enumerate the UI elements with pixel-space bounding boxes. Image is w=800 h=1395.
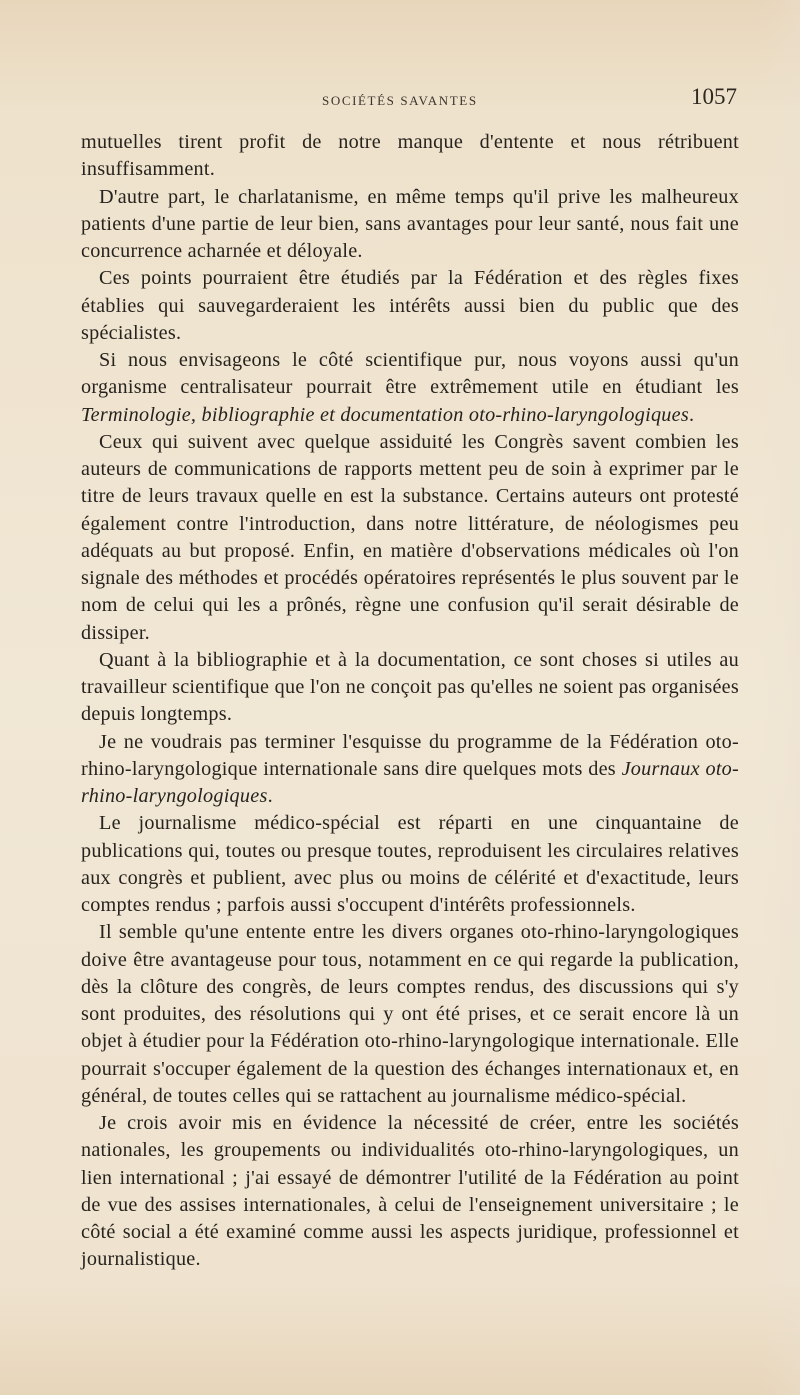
paragraph-9: Il semble qu'une entente entre les divers organes oto-rhino-laryngologiques doive être avantageuse pour tous, notamment en ce qui regarde la publication, dès la clôture des congrès, de leurs comptes rendus, des discussions qui s'y sont produites, des résolutions qui y ont été prises, et ce serait encore là un objet à étudier pour la Fédération oto-rhino-laryngologique internationale. Elle pourrait s'occuper également de la question des échanges internationaux et, en général, de toutes celles qui se rattachent au journalisme médico-spécial. [81, 921, 739, 1107]
page-edge-shadow [760, 0, 800, 1395]
paragraph-2: D'autre part, le charlatanisme, en même temps qu'il prive les malheureux patients d'une partie de leur bien, sans avantages pour leur santé, nous fait une concurrence acharnée et déloyale. [81, 185, 739, 262]
paragraph-7-end: . [267, 785, 273, 807]
paragraph-5: Ceux qui suivent avec quelque assiduité les Congrès savent combien les auteurs de communications de rapports mettent peu de soin à exprimer par le titre de leurs travaux quelle en est la substance. Certains auteurs ont protesté également contre l'introduction, dans notre littérature, de néologismes peu adéquats au but proposé. Enfin, en matière d'observations médicales où l'on signale des méthodes et procédés opératoires représentés le plus souvent par le nom de celui qui les a prônés, règne une confusion qu'il serait désirable de dissiper. [81, 430, 739, 644]
paragraph-4-end: . [688, 403, 695, 426]
paragraph-3: Ces points pourraient être étudiés par la Fédération et des règles fixes établies qui sauvegarderaient les intérêts aussi bien du public que des spécialistes. [81, 267, 739, 344]
article-body [81, 129, 739, 1274]
paragraph-4 [81, 347, 739, 429]
paragraph-7-italic-title: Journaux oto-rhino-laryngologiques [81, 757, 739, 807]
paragraph-10: Je crois avoir mis en évidence la nécessité de créer, entre les sociétés nationales, les groupements ou individualités oto-rhino-laryngologiques, un lien international ; j'ai essayé de démontrer l'utilité de la Fédération au point de vue des assises internationales, à celui de l'enseignement universitaire ; le côté social a été examiné comme aussi les aspects juridique, professionnel et journalistique. [81, 1112, 739, 1271]
running-head: SOCIÉTÉS SAVANTES [322, 93, 478, 108]
paragraph-1: mutuelles tirent profit de notre manque d'entente et nous rétribuent insuffisamment. [81, 131, 739, 181]
paragraph-7-text: Je ne voudrais pas terminer l'esquisse du programme de la Fédération oto-rhino-laryngologique internationale sans dire quelques mots des [81, 730, 739, 780]
paragraph-4-italic-title: Terminologie, bibliographie et documentation oto-rhino-laryngologiques [81, 403, 689, 426]
paragraph-4-text: Si nous envisageons le côté scientifique pur, nous voyons aussi qu'un organisme centralisateur pourrait être extrêmement utile en étudiant les [81, 349, 739, 399]
paragraph-6: Quant à la bibliographie et à la documentation, ce sont choses si utiles au travailleur scientifique que l'on ne conçoit pas qu'elles ne soient pas organisées depuis longtemps. [81, 648, 739, 726]
paragraph-7 [81, 729, 739, 811]
page-number: 1057 [691, 84, 737, 109]
paragraph-8: Le journalisme médico-spécial est réparti en une cinquantaine de publications qui, toutes ou presque toutes, reproduisent les circulaires relatives aux congrès et publient, avec plus ou moins de célérité et d'exactitude, leurs comptes rendus ; parfois aussi s'occupent d'intérêts professionnels. [81, 812, 739, 916]
